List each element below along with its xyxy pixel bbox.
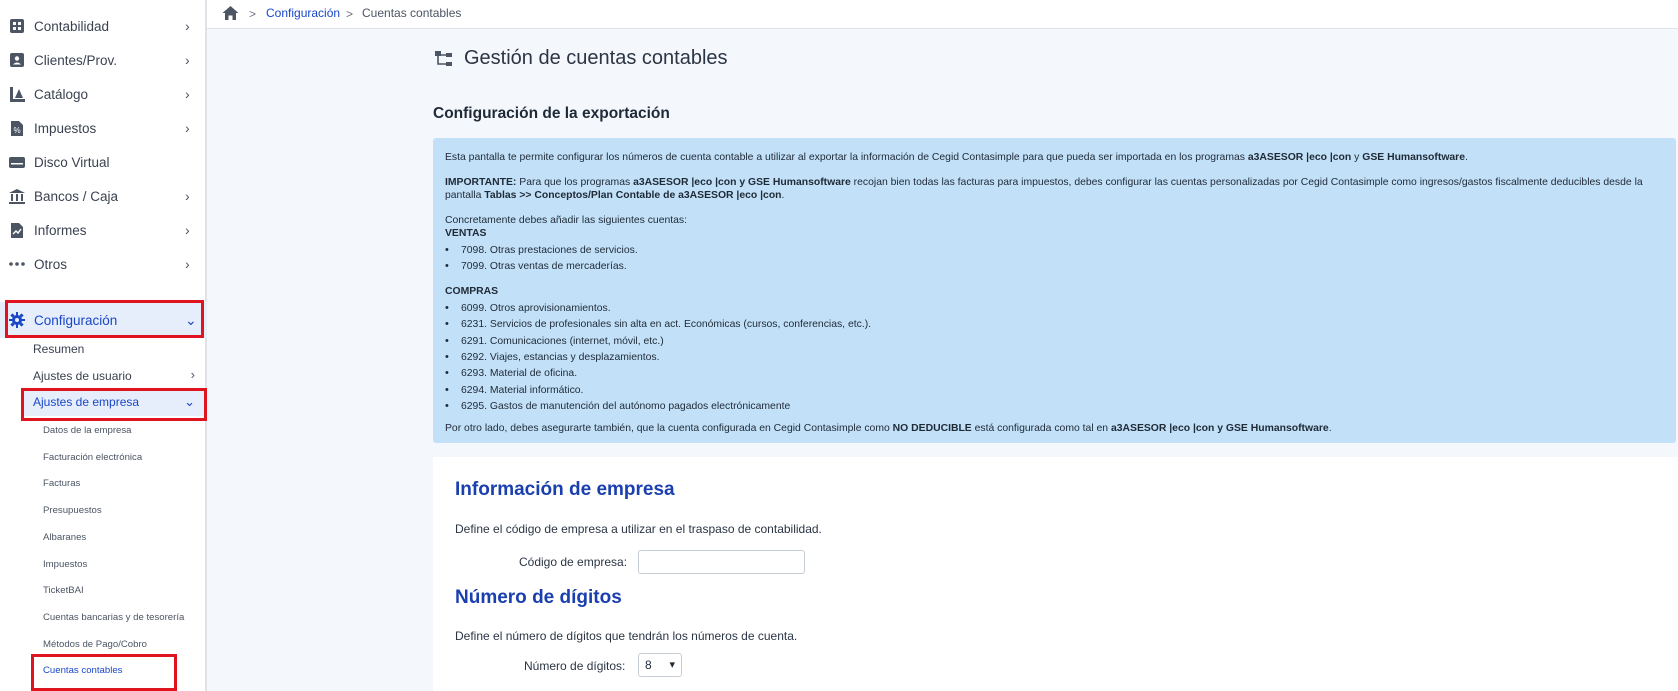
breadcrumb-link-configuracion[interactable]: Configuración	[266, 6, 341, 20]
sidebar-item-informes[interactable]	[0, 213, 207, 247]
sidebar-item-contabilidad[interactable]	[0, 9, 207, 43]
info-text-bold: a3ASESOR |eco |con y GSE Humansoftware	[1110, 422, 1329, 434]
empresa-description: Define el código de empresa a utilizar en el traspaso de contabilidad.	[455, 522, 822, 536]
numero-digitos-label: Número de dígitos:	[524, 659, 626, 673]
ventas-list	[445, 243, 1664, 276]
sidebar-sub-ajustes-usuario[interactable]	[0, 366, 207, 384]
list-item: • 7098. Otras prestaciones de servicios.	[445, 243, 1664, 259]
section-title: Configuración de la exportación	[433, 105, 670, 122]
grid-icon	[9, 18, 25, 34]
highlight-box	[21, 388, 207, 421]
info-text: .	[781, 190, 785, 201]
info-text-bold: a3ASESOR |eco |con y GSE Humansoftware	[633, 177, 851, 188]
info-text: Para que los programas	[516, 177, 634, 188]
codigo-empresa-label: Código de empresa:	[519, 555, 628, 569]
list-item: • 6231. Servicios de profesionales sin alta en act. Económicas (cursos, conferencias, etc.).	[445, 317, 1664, 333]
breadcrumb-current: Cuentas contables	[362, 6, 462, 20]
info-text: Esta pantalla te permite configurar los números de cuenta contable a utilizar al exportar la información de Cegid Contasimple para que pueda ser importada en los programas	[445, 152, 1248, 163]
sidebar-empresa-datos[interactable]: Datos de la empresa	[43, 425, 132, 436]
digitos-description: Define el número de dígitos que tendrán los números de cuenta.	[455, 629, 798, 643]
info-text: .	[1328, 422, 1332, 434]
chevron-right-icon: ›	[185, 120, 190, 136]
compras-list	[445, 301, 1664, 416]
sidebar-sub-label: Ajustes de usuario	[33, 369, 132, 383]
sidebar-empresa-impuestos[interactable]: Impuestos	[43, 559, 88, 570]
sidebar-item-bancos[interactable]	[0, 179, 207, 213]
sidebar-item-clientes[interactable]	[0, 43, 207, 77]
chevron-right-icon: ›	[185, 188, 190, 204]
info-text-bold: NO DEDUCIBLE	[892, 422, 972, 434]
breadcrumb	[207, 0, 1678, 29]
compras-title: COMPRAS	[445, 285, 499, 297]
chevron-down-icon: ⌄	[184, 394, 195, 409]
info-text: está configurada como tal en	[971, 422, 1111, 434]
list-item: • 6293. Material de oficina.	[445, 366, 1664, 382]
chevron-right-icon: ›	[185, 222, 190, 238]
page-header	[434, 47, 728, 70]
codigo-empresa-input[interactable]	[638, 550, 805, 574]
tax-document-icon	[9, 120, 25, 136]
chevron-right-icon: ›	[185, 86, 190, 102]
sidebar-empresa-cuentas-contables[interactable]: Cuentas contables	[43, 665, 123, 676]
info-paragraph	[445, 151, 1664, 164]
sidebar-empresa-metodos-pago[interactable]: Métodos de Pago/Cobro	[43, 639, 147, 650]
info-box	[433, 138, 1676, 443]
chevron-right-icon: ›	[185, 52, 190, 68]
highlight-box	[31, 654, 177, 691]
sidebar	[0, 0, 207, 691]
list-item: • 6099. Otros aprovisionamientos.	[445, 301, 1664, 317]
ventas-title: VENTAS	[445, 228, 487, 239]
sidebar-empresa-albaranes[interactable]: Albaranes	[43, 532, 87, 543]
info-text-bold: Tablas >> Conceptos/Plan Contable de a3ASESOR |eco |con	[484, 190, 782, 201]
sidebar-item-label: Contabilidad	[34, 18, 110, 34]
sidebar-item-label: Disco Virtual	[34, 154, 110, 170]
sidebar-item-catalogo[interactable]	[0, 77, 207, 111]
home-icon[interactable]	[222, 5, 239, 21]
highlight-box	[5, 300, 204, 338]
sidebar-empresa-presupuestos[interactable]: Presupuestos	[43, 505, 102, 516]
report-icon	[9, 222, 25, 238]
main-content	[207, 29, 1678, 691]
info-text: Por otro lado, debes asegurarte también, que la cuenta configurada en Cegid Contasimple como	[445, 422, 893, 434]
chevron-down-icon: ▾	[669, 659, 675, 671]
sidebar-item-label: Catálogo	[34, 86, 89, 102]
sidebar-item-label: Informes	[34, 222, 87, 238]
sidebar-item-label: Bancos / Caja	[34, 188, 119, 204]
sidebar-item-disco-virtual[interactable]	[0, 145, 207, 179]
sidebar-item-impuestos[interactable]	[0, 111, 207, 145]
sidebar-item-otros[interactable]	[0, 247, 207, 281]
list-item: • 6291. Comunicaciones (internet, móvil, etc.)	[445, 334, 1664, 350]
svg-text:%: %	[13, 125, 21, 135]
info-paragraph	[445, 422, 1664, 435]
info-text: Concretamente debes añadir las siguientes cuentas:	[445, 215, 688, 226]
select-value: 8	[645, 658, 652, 672]
chevron-down-icon: ⌄	[185, 312, 197, 328]
chevron-right-icon: ›	[185, 18, 190, 34]
bank-icon	[9, 188, 25, 204]
chevron-right-icon: ›	[190, 367, 195, 382]
chevron-right-icon: >	[346, 7, 354, 21]
info-text-bold: a3ASESOR |eco |con	[1247, 152, 1352, 163]
info-text-bold: GSE Humansoftware	[1362, 152, 1466, 163]
sidebar-item-label: Otros	[34, 256, 68, 272]
info-text: y	[1351, 152, 1363, 163]
page-title: Gestión de cuentas contables	[464, 47, 728, 69]
sidebar-item-label: Clientes/Prov.	[34, 52, 118, 68]
list-item: • 6294. Material informático.	[445, 383, 1664, 399]
chevron-right-icon: >	[249, 7, 257, 21]
sidebar-item-label: Configuración	[34, 312, 118, 328]
contact-card-icon	[9, 52, 25, 68]
sidebar-empresa-cuentas-bancarias[interactable]: Cuentas bancarias y de tesorería	[43, 612, 185, 623]
account-tree-icon	[434, 49, 454, 69]
sidebar-empresa-facturacion-electronica[interactable]: Facturación electrónica	[43, 452, 143, 463]
info-paragraph	[445, 176, 1664, 202]
list-item: • 7099. Otras ventas de mercaderías.	[445, 259, 1664, 275]
info-text: .	[1465, 152, 1468, 163]
sidebar-sub-label: Ajustes de empresa	[33, 395, 140, 409]
settings-card	[433, 457, 1678, 691]
list-item: • 6295. Gastos de manutención del autónomo pagados electrónicamente	[445, 399, 1664, 415]
sidebar-sub-resumen[interactable]: Resumen	[33, 342, 85, 356]
list-item: • 6292. Viajes, estancias y desplazamientos.	[445, 350, 1664, 366]
info-text: recojan bien todas las facturas para impuestos, debes configurar las cuentas personalizadas por Cegid Contasimple como ingresos/gastos fiscalmente deducibles desde la pantalla	[445, 177, 1643, 201]
hard-drive-icon	[9, 154, 25, 170]
sidebar-item-label: Impuestos	[34, 120, 97, 136]
chevron-right-icon: ›	[185, 256, 190, 272]
sidebar-empresa-ticketbai[interactable]: TicketBAI	[43, 585, 84, 596]
numero-digitos-select[interactable]	[638, 653, 682, 677]
more-dots-icon	[9, 256, 25, 272]
info-text-bold: IMPORTANTE:	[445, 177, 517, 188]
sidebar-empresa-facturas[interactable]: Facturas	[43, 478, 81, 489]
catalog-icon	[9, 86, 25, 102]
empresa-heading: Información de empresa	[455, 479, 675, 500]
digitos-heading: Número de dígitos	[455, 587, 622, 608]
